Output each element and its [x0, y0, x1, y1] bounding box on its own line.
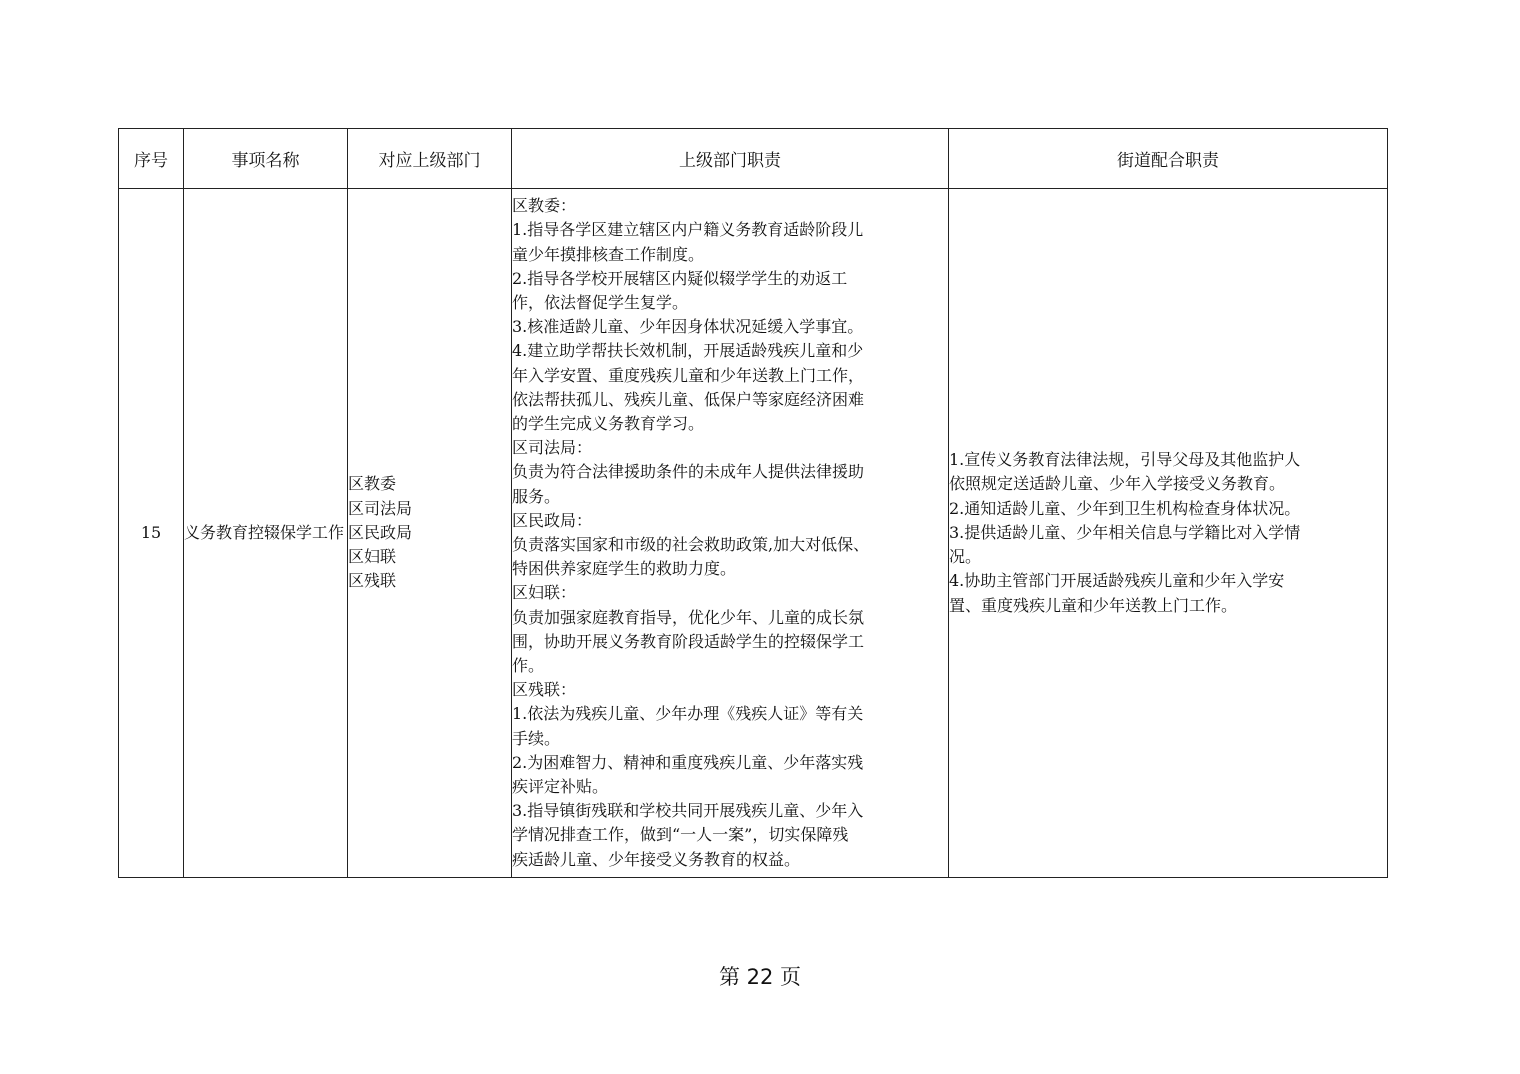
- upper-duty-line: 疾评定补贴。: [512, 777, 609, 797]
- department-item: 区妇联: [348, 547, 397, 567]
- upper-duty-line: 区残联：: [512, 680, 577, 700]
- header-row: [119, 129, 1388, 189]
- upper-duty-line: 特困供养家庭学生的救助力度。: [512, 559, 737, 579]
- upper-duty-line: 3.核准适龄儿童、少年因身体状况延缓入学事宜。: [512, 317, 864, 337]
- street-duty-line: 置、重度残疾儿童和少年送教上门工作。: [949, 595, 1238, 615]
- upper-duty-line: 围，协助开展义务教育阶段适龄学生的控辍保学工: [512, 631, 865, 651]
- header-upper-duties: 上级部门职责: [512, 129, 949, 189]
- header-item-name: 事项名称: [184, 129, 348, 189]
- department-item: 区残联: [348, 571, 397, 591]
- department-item: 区民政局: [348, 522, 413, 542]
- upper-duty-line: 学情况排查工作，做到“一人一案”，切实保障残: [512, 825, 849, 845]
- department-item: 区教委: [348, 474, 397, 494]
- upper-duty-line: 2.为困难智力、精神和重度残疾儿童、少年落实残: [512, 752, 864, 772]
- upper-duty-line: 负责落实国家和市级的社会救助政策,加大对低保、: [512, 535, 870, 554]
- upper-duty-line: 区司法局：: [512, 438, 593, 458]
- duty-table: [118, 128, 1388, 878]
- upper-duty-line: 作，依法督促学生复学。: [512, 292, 689, 312]
- row-item-name: 义务教育控辍保学工作: [184, 189, 348, 878]
- street-duty-line: 依照规定送适龄儿童、少年入学接受义务教育。: [949, 474, 1286, 494]
- upper-duty-line: 区教委：: [512, 196, 577, 216]
- upper-duty-line: 2.指导各学校开展辖区内疑似辍学学生的劝返工: [512, 268, 848, 288]
- upper-duty-line: 区民政局：: [512, 510, 593, 530]
- upper-duty-line: 负责为符合法律援助条件的未成年人提供法律援助: [512, 462, 865, 482]
- upper-duty-line: 依法帮扶孤儿、残疾儿童、低保户等家庭经济困难: [512, 389, 865, 409]
- row-street-duties: [949, 189, 1388, 878]
- upper-duty-line: 童少年摸排核查工作制度。: [512, 244, 705, 264]
- upper-duty-line: 1.依法为残疾儿童、少年办理《残疾人证》等有关: [512, 704, 864, 724]
- upper-duty-line: 手续。: [512, 728, 561, 748]
- header-number: 序号: [119, 129, 184, 189]
- upper-duty-line: 1.指导各学区建立辖区内户籍义务教育适龄阶段儿: [512, 220, 864, 240]
- street-duty-line: 况。: [949, 547, 982, 567]
- street-duty-line: 2.通知适龄儿童、少年到卫生机构检查身体状况。: [949, 498, 1301, 518]
- upper-duty-line: 3.指导镇街残联和学校共同开展残疾儿童、少年入: [512, 801, 864, 821]
- upper-duty-line: 4.建立助学帮扶长效机制，开展适龄残疾儿童和少: [512, 341, 864, 361]
- row-departments: [348, 189, 512, 878]
- street-duty-line: 3.提供适龄儿童、少年相关信息与学籍比对入学情: [949, 522, 1301, 542]
- upper-duty-line: 疾适龄儿童、少年接受义务教育的权益。: [512, 849, 801, 869]
- upper-duty-line: 区妇联：: [512, 583, 577, 603]
- header-street-duties: 街道配合职责: [949, 129, 1388, 189]
- header-upper-department: 对应上级部门: [348, 129, 512, 189]
- row-upper-duties: [512, 189, 949, 878]
- table-row: [119, 189, 1388, 878]
- upper-duty-line: 服务。: [512, 486, 561, 506]
- upper-duty-line: 作。: [512, 656, 545, 676]
- upper-duty-line: 的学生完成义务教育学习。: [512, 413, 705, 433]
- street-duty-line: 4.协助主管部门开展适龄残疾儿童和少年入学安: [949, 571, 1285, 591]
- upper-duty-line: 年入学安置、重度残疾儿童和少年送教上门工作，: [512, 365, 865, 385]
- page-number: 第 22 页: [718, 965, 802, 989]
- street-duty-line: 1.宣传义务教育法律法规，引导父母及其他监护人: [949, 450, 1301, 470]
- department-item: 区司法局: [348, 498, 413, 518]
- row-number: 15: [119, 189, 184, 878]
- upper-duty-line: 负责加强家庭教育指导，优化少年、儿童的成长氛: [512, 607, 865, 627]
